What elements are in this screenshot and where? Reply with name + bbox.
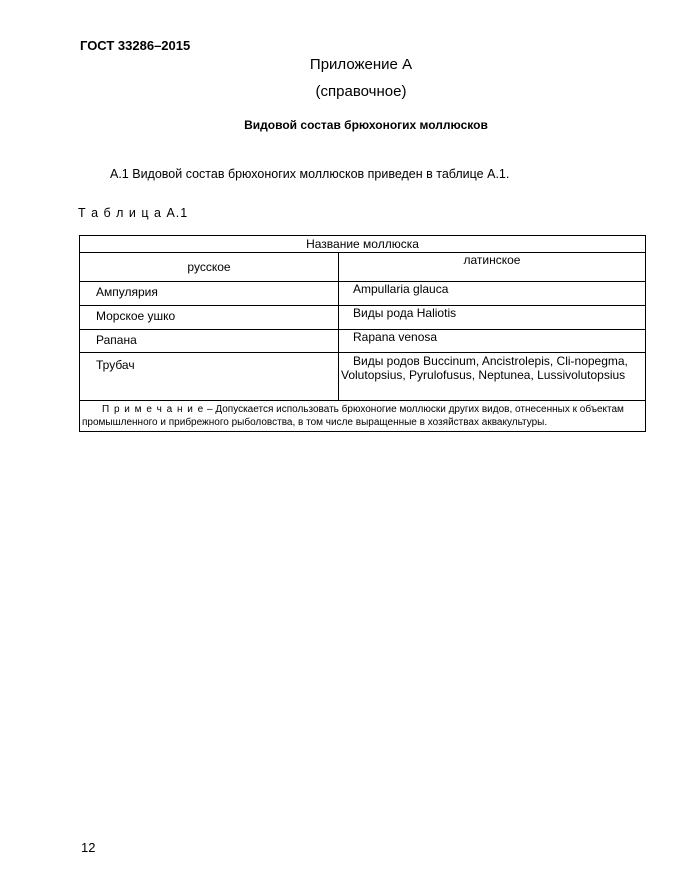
header-russian: русское bbox=[80, 253, 339, 282]
cell-russian: Ампулярия bbox=[80, 282, 339, 306]
table-note-row bbox=[80, 401, 646, 432]
appendix-title: Приложение А bbox=[309, 56, 413, 73]
header-latin: латинское bbox=[339, 253, 646, 282]
appendix-subtitle: (справочное) bbox=[315, 83, 407, 100]
cell-russian: Трубач bbox=[80, 353, 339, 401]
table-row bbox=[80, 306, 646, 330]
section-title: Видовой состав брюхоногих моллюсков bbox=[244, 118, 488, 132]
cell-russian: Рапана bbox=[80, 330, 339, 353]
table-row bbox=[80, 353, 646, 401]
cell-latin: Виды родов Buccinum, Ancistrolepis, Cli-nopegma, Volutopsius, Pyrulofusus, Neptunea, Lussivolutopsius bbox=[341, 354, 628, 382]
cell-latin: Ampullaria glauca bbox=[339, 282, 646, 306]
standard-number: ГОСТ 33286–2015 bbox=[80, 38, 191, 53]
table-note bbox=[80, 401, 646, 432]
cell-latin-wrap bbox=[339, 353, 646, 401]
cell-latin: Виды рода Haliotis bbox=[339, 306, 646, 330]
header-mollusk-name: Название моллюска bbox=[80, 236, 646, 253]
cell-latin: Rapana venosa bbox=[339, 330, 646, 353]
table-caption: Т а б л и ц а А.1 bbox=[78, 206, 189, 220]
note-text: – Допускается использовать брюхоногие моллюски других видов, отнесенных к объектам промышленного и прибрежного рыболовства, в том числе выращенные в хозяйствах аквакультуры. bbox=[82, 404, 624, 428]
species-table bbox=[79, 235, 646, 432]
table-row bbox=[80, 282, 646, 306]
intro-paragraph: А.1 Видовой состав брюхоногих моллюсков приведен в таблице А.1. bbox=[110, 167, 510, 181]
table-header-row bbox=[80, 236, 646, 253]
cell-russian: Морское ушко bbox=[80, 306, 339, 330]
table-row bbox=[80, 330, 646, 353]
page-number: 12 bbox=[81, 840, 96, 855]
table-subheader-row bbox=[80, 253, 646, 282]
note-label: П р и м е ч а н и е bbox=[102, 404, 205, 415]
